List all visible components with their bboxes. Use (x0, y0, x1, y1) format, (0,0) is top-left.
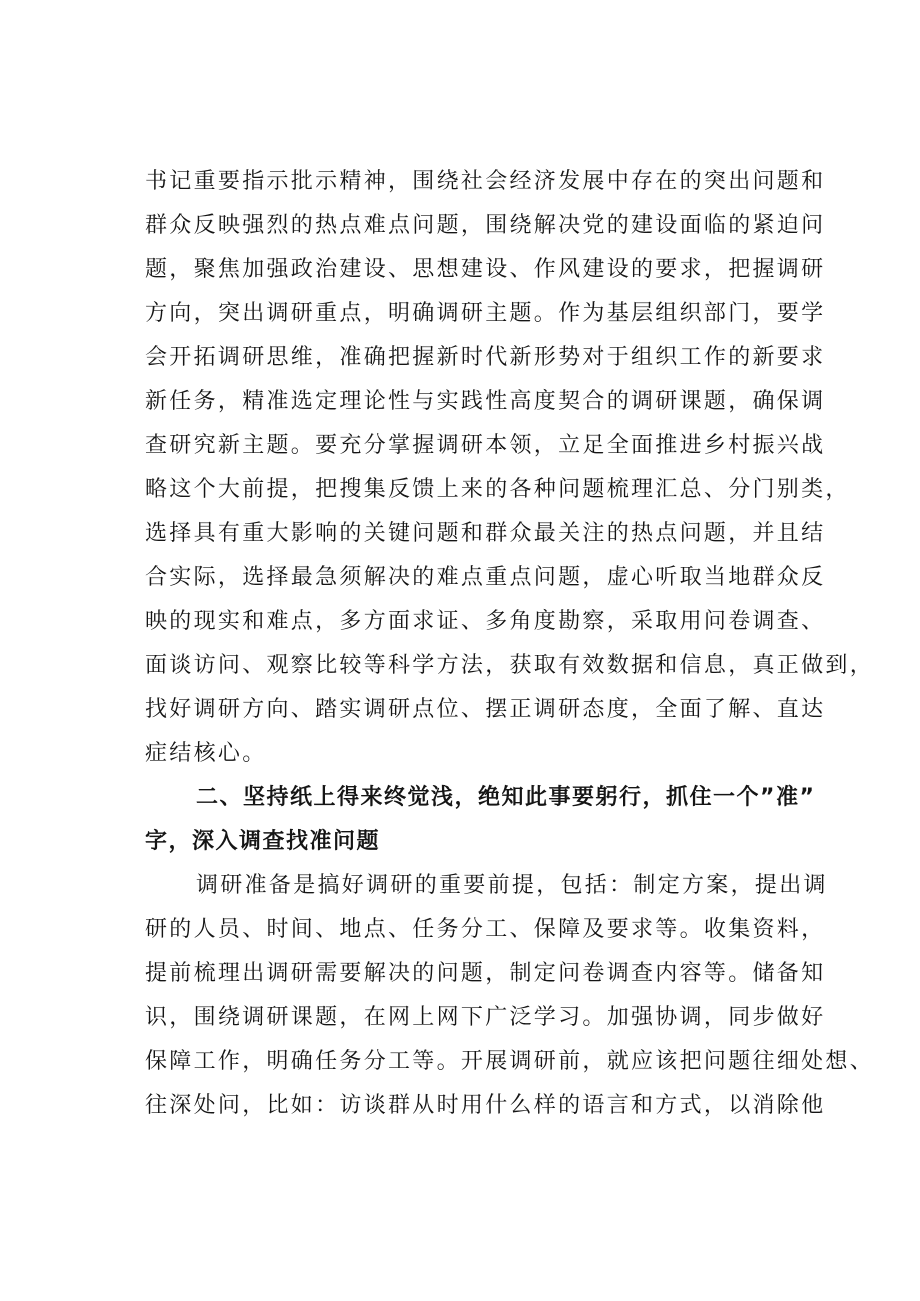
text-line: 研的人员、时间、地点、任务分工、保障及要求等。收集资料， (145, 917, 826, 942)
text-line: 合实际，选择最急须解决的难点重点问题，虚心听取当地群众反 (145, 565, 826, 590)
text-line: 往深处问，比如：访谈群从时用什么样的语言和方式，以消除他 (145, 1093, 826, 1118)
heading-line: 字，深入调查找准问题 (145, 829, 381, 854)
text-line: 映的现实和难点，多方面求证、多角度勘察，采取用问卷调查、 (145, 609, 826, 634)
text-line: 症结核心。 (145, 741, 267, 766)
text-line: 提前梳理出调研需要解决的问题，制定问卷调查内容等。储备知 (145, 961, 826, 986)
text-line: 题，聚焦加强政治建设、思想建设、作风建设的要求，把握调研 (145, 257, 826, 282)
text-line: 方向，突出调研重点，明确调研主题。作为基层组织部门，要学 (145, 301, 826, 326)
text-line: 略这个大前提，把搜集反馈上来的各种问题梳理汇总、分门别类， (145, 477, 850, 502)
text-line: 新任务，精准选定理论性与实践性高度契合的调研课题，确保调 (145, 389, 826, 414)
text-line: 调研准备是搞好调研的重要前提，包括：制定方案，提出调 (196, 873, 828, 898)
text-line: 识，围绕调研课题，在网上网下广泛学习。加强协调，同步做好 (145, 1005, 826, 1030)
text-line: 找好调研方向、踏实调研点位、摆正调研态度，全面了解、直达 (145, 697, 826, 722)
heading-line: 二、坚持纸上得来终觉浅，绝知此事要躬行，抓住一个”准” (196, 785, 816, 810)
text-line: 保障工作，明确任务分工等。开展调研前，就应该把问题往细处想、 (145, 1049, 875, 1074)
text-line: 书记重要指示批示精神，围绕社会经济发展中存在的突出问题和 (145, 169, 826, 194)
text-line: 群众反映强烈的热点难点问题，围绕解决党的建设面临的紧迫问 (145, 213, 826, 238)
text-line: 会开拓调研思维，准确把握新时代新形势对于组织工作的新要求 (145, 345, 826, 370)
text-line: 选择具有重大影响的关键问题和群众最关注的热点问题，并且结 (145, 521, 826, 546)
text-line: 查研究新主题。要充分掌握调研本领，立足全面推进乡村振兴战 (145, 433, 826, 458)
text-line: 面谈访问、观察比较等科学方法，获取有效数据和信息，真正做到， (145, 653, 875, 678)
